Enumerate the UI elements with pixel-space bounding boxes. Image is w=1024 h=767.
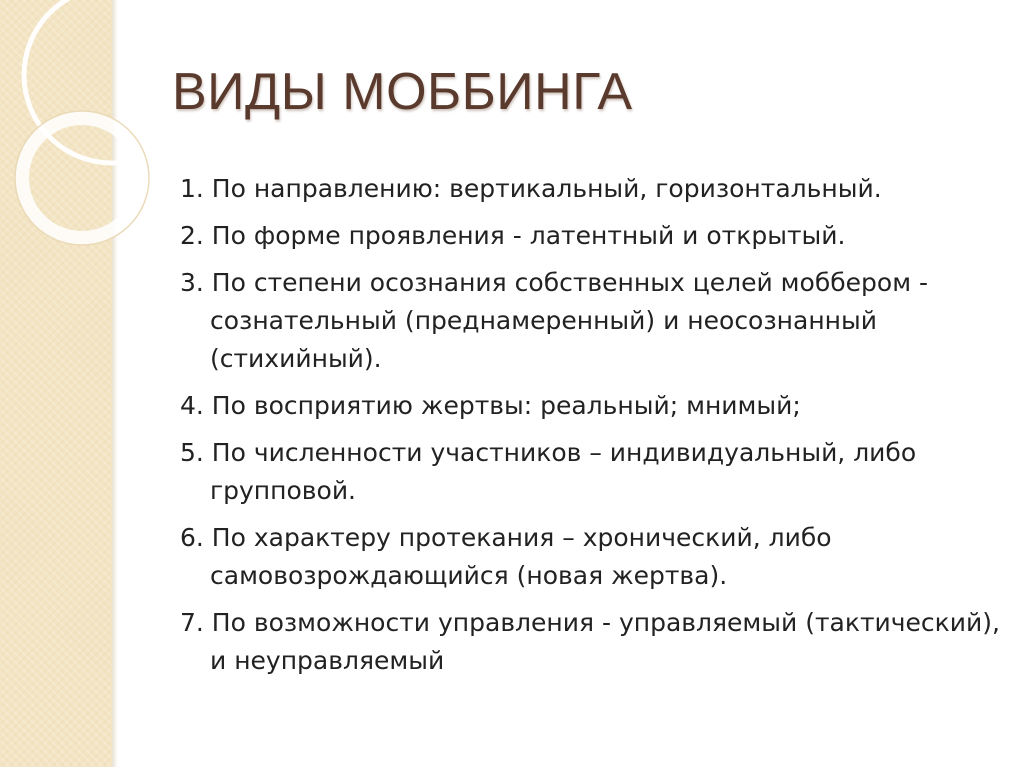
mobbing-types-list <box>180 170 1000 689</box>
list-item: 3. По степени осознания собственных целей моббером - сознательный (преднамеренный) и неосознанный (стихийный). <box>180 268 929 373</box>
list-item: 1. По направлению: вертикальный, горизонтальный. <box>180 174 882 203</box>
list-item: 2. По форме проявления - латентный и открытый. <box>180 221 846 250</box>
list-item: 5. По численности участников – индивидуальный, либо групповой. <box>180 438 917 505</box>
decorative-ring-small <box>22 118 142 238</box>
list-item: 7. По возможности управления - управляемый (тактический), и неуправляемый <box>180 608 1000 675</box>
decorative-ring-small-edge <box>15 111 149 245</box>
list-item: 6. По характеру протекания – хронический, либо самовозрождающийся (новая жертва). <box>180 523 832 590</box>
slide-title: ВИДЫ МОББИНГА <box>172 63 633 121</box>
decorative-rings <box>0 0 200 260</box>
list-item: 4. По восприятию жертвы: реальный; мнимый; <box>180 391 801 420</box>
